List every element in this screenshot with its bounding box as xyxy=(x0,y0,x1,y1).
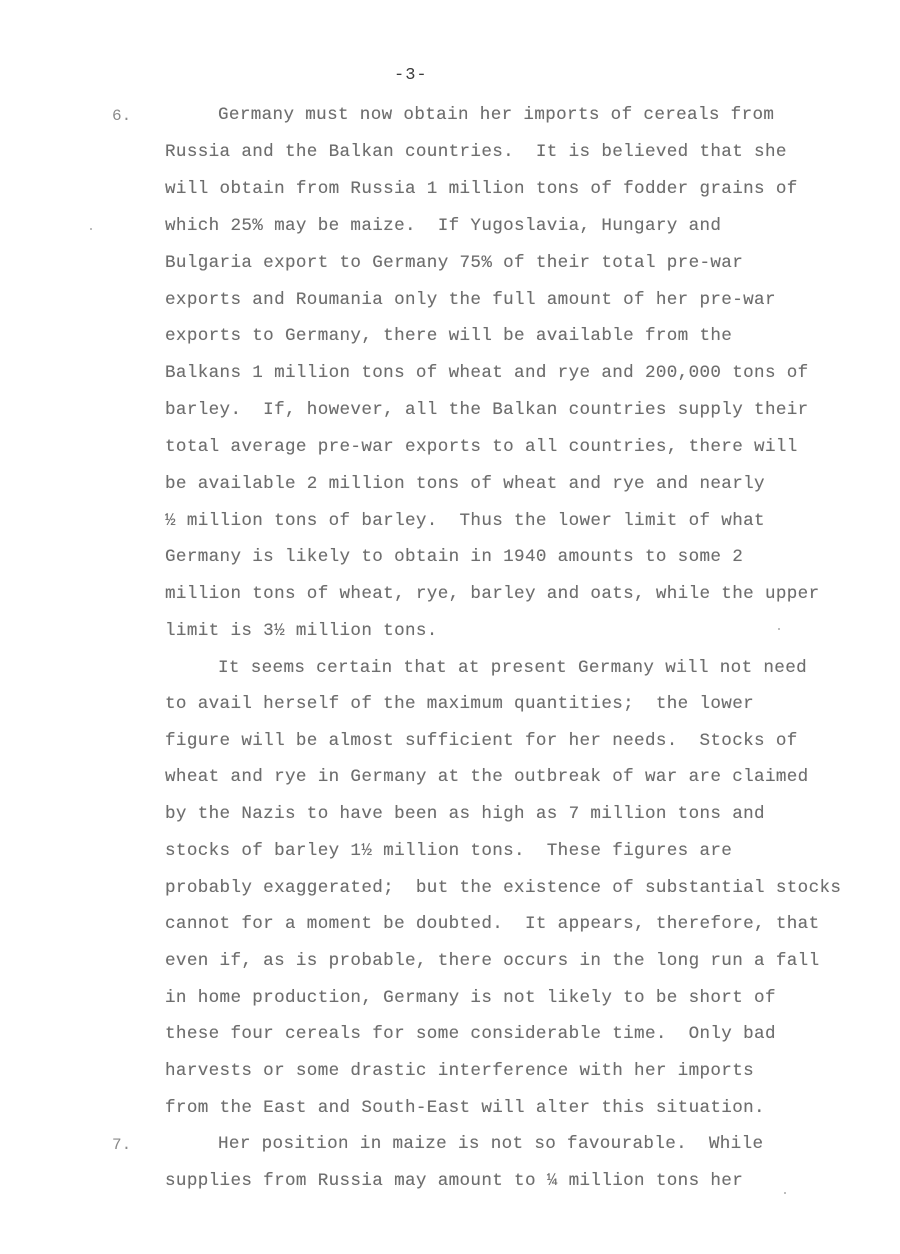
text-line: Balkans 1 million tons of wheat and rye and 200,000 tons of xyxy=(165,363,809,383)
text-line: ½ million tons of barley. Thus the lower limit of what xyxy=(165,511,765,531)
text-line: Germany must now obtain her imports of cereals from xyxy=(218,105,775,125)
text-line: limit is 3½ million tons. xyxy=(165,621,438,641)
text-line: which 25% may be maize. If Yugoslavia, Hungary and xyxy=(165,216,722,236)
text-line: even if, as is probable, there occurs in the long run a fall xyxy=(165,951,820,971)
scan-speck xyxy=(778,628,780,630)
page-number: -3- xyxy=(394,66,428,85)
text-line: cannot for a moment be doubted. It appears, therefore, that xyxy=(165,914,820,934)
text-line: Germany is likely to obtain in 1940 amounts to some 2 xyxy=(165,547,744,567)
text-line: to avail herself of the maximum quantities; the lower xyxy=(165,694,755,714)
text-line: harvests or some drastic interference with her imports xyxy=(165,1061,755,1081)
paragraph-number: 6. xyxy=(112,107,132,125)
text-line: total average pre-war exports to all countries, there will xyxy=(165,437,798,457)
text-line: exports and Roumania only the full amount of her pre-war xyxy=(165,290,776,310)
text-line: million tons of wheat, rye, barley and oats, while the upper xyxy=(165,584,820,604)
text-line: It seems certain that at present Germany will not need xyxy=(218,658,808,678)
text-line: stocks of barley 1½ million tons. These figures are xyxy=(165,841,733,861)
scan-speck xyxy=(90,228,92,230)
text-line: Bulgaria export to Germany 75% of their total pre-war xyxy=(165,253,744,273)
text-line: wheat and rye in Germany at the outbreak of war are claimed xyxy=(165,767,809,787)
text-line: from the East and South-East will alter this situation. xyxy=(165,1098,765,1118)
text-line: Russia and the Balkan countries. It is believed that she xyxy=(165,142,787,162)
text-line: figure will be almost sufficient for her needs. Stocks of xyxy=(165,731,798,751)
text-line: will obtain from Russia 1 million tons of fodder grains of xyxy=(165,179,798,199)
paragraph-number: 7. xyxy=(112,1136,132,1154)
text-line: in home production, Germany is not likely to be short of xyxy=(165,988,776,1008)
text-line: Her position in maize is not so favourable. While xyxy=(218,1134,764,1154)
text-line: these four cereals for some considerable time. Only bad xyxy=(165,1024,776,1044)
text-line: exports to Germany, there will be available from the xyxy=(165,326,733,346)
text-line: by the Nazis to have been as high as 7 million tons and xyxy=(165,804,765,824)
scan-speck xyxy=(784,1192,786,1194)
text-line: barley. If, however, all the Balkan countries supply their xyxy=(165,400,809,420)
text-line: supplies from Russia may amount to ¼ million tons her xyxy=(165,1171,744,1191)
text-line: probably exaggerated; but the existence of substantial stocks xyxy=(165,878,842,898)
text-line: be available 2 million tons of wheat and rye and nearly xyxy=(165,474,765,494)
